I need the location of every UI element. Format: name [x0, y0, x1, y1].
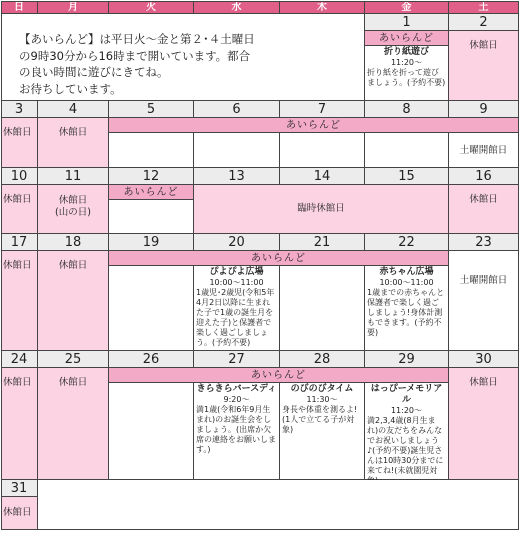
event-title: ぴよぴよ広場 — [209, 267, 264, 277]
program-bar: あいらんど — [365, 31, 449, 46]
day-number: 18 — [38, 234, 109, 251]
day-cell — [109, 266, 194, 351]
day-number: 22 — [365, 234, 449, 251]
event-nobinobi-time — [280, 383, 365, 480]
program-bar: あいらんど — [109, 251, 449, 266]
day-number: 13 — [194, 168, 280, 185]
event-desc: 1歳児･2歳児(令和5年4月2日以降に生まれた子で1歳の誕生月を迎えた子)と保護者で楽しく過ごしましょう。(予約不要) — [196, 288, 275, 347]
closed-cell: 休館日 — [1, 368, 38, 480]
intro-line: の9時30分から16時まで開いています。都合 — [19, 48, 251, 63]
event-time: 11:30～ — [306, 395, 338, 404]
temporary-closed-cell: 臨時休館日 — [194, 185, 449, 234]
event-baby — [365, 266, 449, 351]
closed-cell: 休館日 — [1, 251, 38, 351]
day-number: 27 — [194, 351, 280, 368]
day-number: 2 — [449, 14, 519, 31]
event-origami — [365, 46, 449, 101]
weekday-fri: 金 — [365, 1, 449, 14]
day-number: 10 — [1, 168, 38, 185]
weekday-thu: 木 — [280, 1, 365, 14]
intro-text — [1, 14, 364, 97]
day-cell — [280, 133, 365, 168]
event-desc: 満1歳(令和6年9月生まれ)のお誕生会をしましょう。(出席か欠席の連絡をお願いします。) — [196, 405, 276, 454]
day-number: 17 — [1, 234, 38, 251]
day-number: 7 — [280, 101, 365, 118]
day-number: 1 — [365, 14, 449, 31]
day-number: 16 — [449, 168, 519, 185]
saturday-open-cell: 土曜開館日 — [449, 133, 519, 168]
day-number: 9 — [449, 101, 519, 118]
event-title: はっぴーメモリアル — [370, 384, 443, 405]
program-bar: あいらんど — [109, 118, 519, 133]
saturday-open-cell: 土曜開館日 — [449, 251, 519, 351]
intro-box — [1, 14, 365, 101]
program-bar: あいらんど — [109, 368, 449, 383]
day-number: 14 — [280, 168, 365, 185]
closed-cell: 休館日 — [1, 497, 38, 530]
day-number: 5 — [109, 101, 194, 118]
day-number: 8 — [365, 101, 449, 118]
event-title: 折り紙遊び — [383, 47, 429, 57]
event-desc: 満2,3,4歳(8月生まれ)の友だちをみんなでお祝いしましょう♪(予約不要)誕生児さんは10時30分までに来てね!(未就園児対 — [367, 416, 444, 475]
day-number: 25 — [38, 351, 109, 368]
day-cell — [365, 133, 449, 168]
program-bar: あいらんど — [109, 185, 194, 200]
day-cell — [280, 266, 365, 351]
day-number: 29 — [365, 351, 449, 368]
event-kirakira-birthday — [194, 383, 280, 480]
day-number: 12 — [109, 168, 194, 185]
day-cell — [109, 200, 194, 234]
closed-cell: 休館日 — [38, 118, 109, 168]
event-time: 10:00～11:00 — [209, 278, 264, 287]
day-number: 21 — [280, 234, 365, 251]
day-number: 24 — [1, 351, 38, 368]
closed-cell: 休館日 — [449, 31, 519, 101]
event-desc: 1歳までの赤ちゃんと保護者で楽しく過ごしましょう!身体計測もできます。(予約不要) — [367, 288, 445, 337]
event-piyopiyo — [194, 266, 280, 351]
day-number: 4 — [38, 101, 109, 118]
closed-cell: 休館日 — [449, 368, 519, 480]
day-number: 20 — [194, 234, 280, 251]
intro-line: の良い時間に遊びにきてね。 — [19, 65, 169, 79]
closed-cell: 休館日 — [449, 185, 519, 234]
event-desc: 身長や体重を測るよ!(1人で立てる子が対象) — [282, 405, 358, 434]
closed-cell: 休館日 — [38, 368, 109, 480]
day-number: 23 — [449, 234, 519, 251]
closed-cell: 休館日 — [1, 118, 38, 168]
day-cell — [194, 133, 280, 168]
closed-cell-holiday — [38, 185, 109, 234]
event-desc: 折り紙を折って遊びましょう。(予約不要) — [367, 68, 446, 87]
day-number: 3 — [1, 101, 38, 118]
event-time: 9:20～ — [223, 395, 250, 404]
day-number: 15 — [365, 168, 449, 185]
weekday-mon: 月 — [38, 1, 109, 14]
event-happy-memorial — [365, 383, 449, 480]
event-title: きらきらバースディ — [196, 384, 277, 394]
empty-area — [38, 480, 519, 530]
event-title: 赤ちゃん広場 — [379, 267, 434, 277]
closed-label: 休館日 — [58, 195, 88, 206]
closed-cell: 休館日 — [1, 185, 38, 234]
weekday-wed: 水 — [194, 1, 280, 14]
closed-cell: 休館日 — [38, 251, 109, 351]
day-number: 19 — [109, 234, 194, 251]
weekday-sat: 土 — [449, 1, 519, 14]
event-time: 11:20～ — [390, 58, 423, 67]
calendar — [1, 1, 519, 530]
holiday-name: (山の日) — [55, 207, 91, 218]
event-time: 10:00～11:00 — [379, 278, 434, 287]
day-cell — [109, 383, 194, 480]
intro-line: 【あいらんど】は平日火～金と第２･４土曜日 — [19, 32, 255, 46]
event-time: 11:20～ — [390, 406, 423, 415]
weekday-tue: 火 — [109, 1, 194, 14]
day-cell — [109, 133, 194, 168]
event-title: のびのびタイム — [290, 384, 354, 394]
intro-line: お待ちしています。 — [19, 81, 122, 96]
weekday-sun: 日 — [1, 1, 38, 14]
day-number: 6 — [194, 101, 280, 118]
day-number: 26 — [109, 351, 194, 368]
day-number: 30 — [449, 351, 519, 368]
day-number: 11 — [38, 168, 109, 185]
day-number: 31 — [1, 480, 38, 497]
day-number: 28 — [280, 351, 365, 368]
